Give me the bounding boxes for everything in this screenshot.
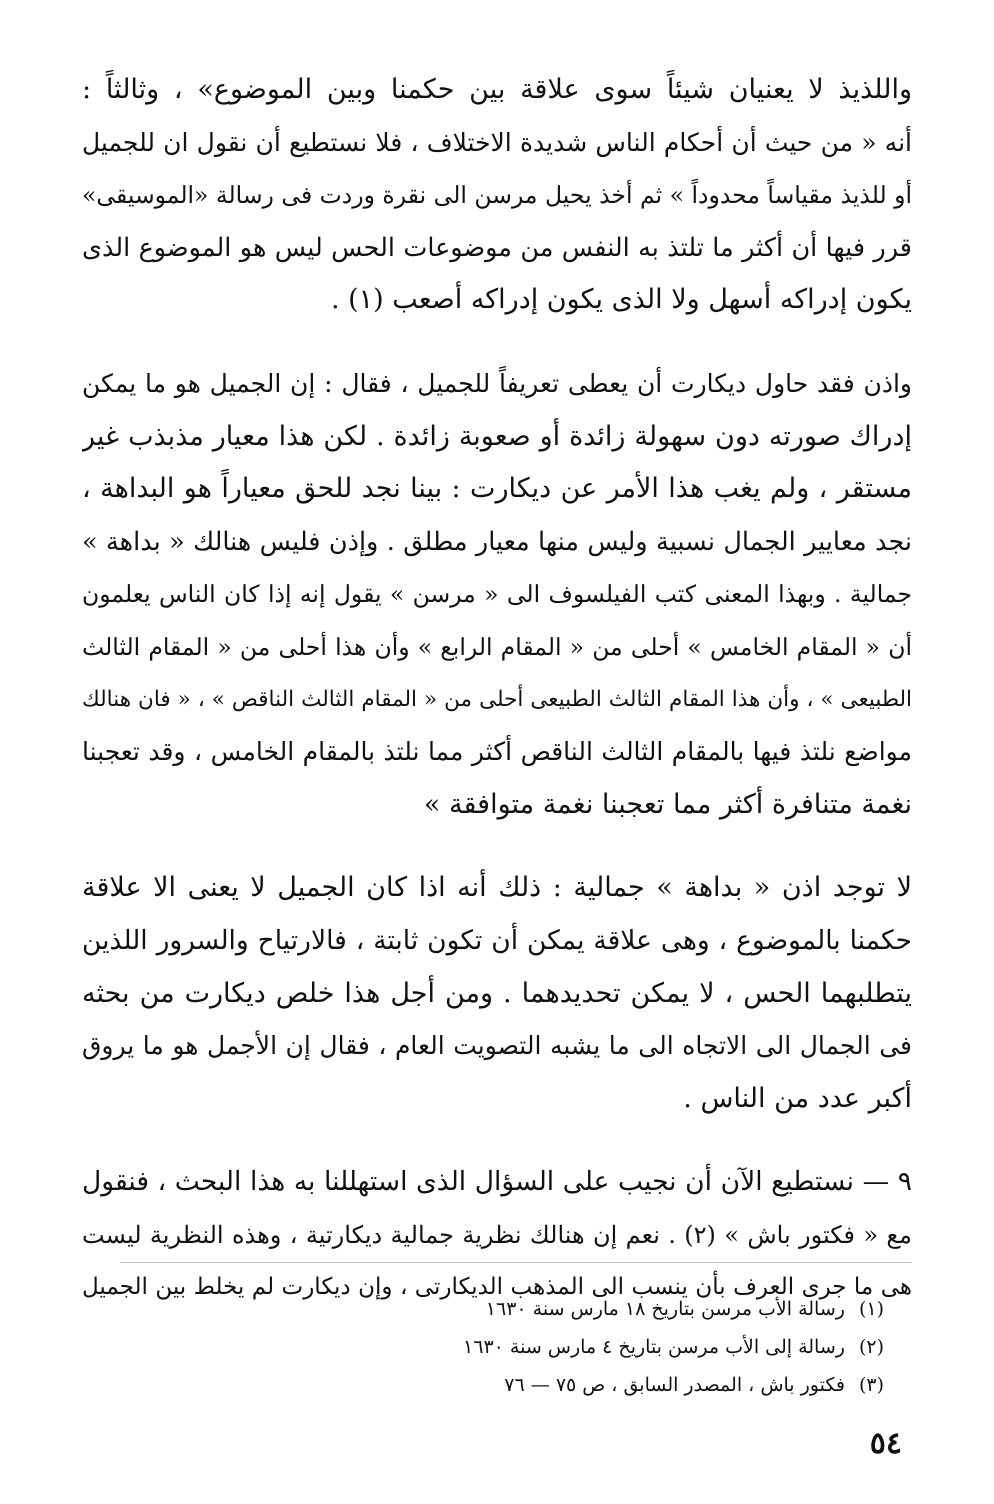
paragraph-1 <box>82 64 912 327</box>
footnote-item <box>230 1366 884 1404</box>
text-line: نغمة متنافرة أكثر مما تعجبنا نغمة متوافقة » <box>423 788 912 820</box>
text-line: أو للذيذ مقياساً محدوداً » ثم أخذ يحيل مرسن الى نقرة وردت فى رسالة «الموسيقى» <box>82 181 912 210</box>
text-line: مع « فكتور باش » (٢) . نعم إن هنالك نظرية جمالية ديكارتية ، وهذه النظرية ليست <box>82 1220 912 1249</box>
text-line: قرر فيها أن أكثر ما تلتذ به النفس من موضوعات الحس ليس هو الموضوع الذى <box>82 232 912 263</box>
footnotes <box>230 1290 884 1404</box>
text-line: لا توجد اذن « بداهة » جمالية : ذلك أنه اذا كان الجميل لا يعنى الا علاقة <box>82 872 912 904</box>
paragraph-gap <box>82 1125 912 1156</box>
text-line: جمالية . وبهذا المعنى كتب الفيلسوف الى « مرسن » يقول إنه إذا كان الناس يعلمون <box>82 580 912 609</box>
text-line: ٩ — نستطيع الآن أن نجيب على السؤال الذى استهللنا به هذا البحث ، فنقول <box>82 1166 912 1198</box>
paragraph-gap <box>82 831 912 862</box>
footnote-item <box>230 1290 884 1328</box>
text-line: حكمنا بالموضوع ، وهى علاقة يمكن أن تكون ثابتة ، فالارتياح والسرور اللذين <box>82 924 912 956</box>
footnote-number: (٣) <box>858 1374 884 1396</box>
text-line: يكون إدراكه أسهل ولا الذى يكون إدراكه أصعب (١) . <box>330 284 912 316</box>
text-line: نجد معايير الجمال نسبية وليس منها معيار مطلق . وإذن فليس هنالك « بداهة » <box>82 526 912 557</box>
footnote-text: رسالة إلى الأب مرسن بتاريخ ٤ مارس سنة ١٦٣٠ <box>463 1336 845 1358</box>
text-line: فى الجمال الى الاتجاه الى ما يشبه التصويت العام ، فقال إن الأجمل هو ما يروق <box>82 1031 912 1061</box>
body-text <box>82 64 912 1314</box>
text-line: هى ما جرى العرف بأن ينسب الى المذهب الديكارتى ، وإن ديكارت لم يخلط بين الجميل <box>82 1274 912 1301</box>
footnote-item <box>230 1328 884 1366</box>
footnote-divider <box>120 1262 912 1263</box>
page-number: ٥٤ <box>869 1426 902 1461</box>
text-line: مواضع نلتذ فيها بالمقام الثالث الناقص أكثر مما نلتذ بالمقام الخامس ، وقد تعجبنا <box>82 737 912 767</box>
footnote-number: (١) <box>858 1298 884 1320</box>
text-line: أن « المقام الخامس » أحلى من « المقام الرابع » وأن هذا أحلى من « المقام الثالث <box>82 632 912 661</box>
footnote-text: رسالة الأب مرسن بتاريخ ١٨ مارس سنة ١٦٣٠ <box>485 1298 845 1320</box>
text-line: مستقر ، ولم يغب هذا الأمر عن ديكارت : بينا نجد للحق معياراً هو البداهة ، <box>82 473 912 505</box>
paragraph-3 <box>82 862 912 1125</box>
text-line: واللذيذ لا يعنيان شيئاً سوى علاقة بين حكمنا وبين الموضوع» ، وثالثاً : <box>82 74 912 105</box>
footnote-number: (٢) <box>858 1336 884 1358</box>
text-line: الطبيعى » ، وأن هذا المقام الثالث الطبيعى أحلى من « المقام الثالث الناقص » ، « فان هنالك <box>82 686 912 712</box>
footnote-text: فكتور باش ، المصدر السابق ، ص ٧٥ — ٧٦ <box>504 1374 845 1396</box>
text-line: أكبر عدد من الناس . <box>683 1082 912 1114</box>
text-line: واذن فقد حاول ديكارت أن يعطى تعريفاً للجميل ، فقال : إن الجميل هو ما يمكن <box>82 368 912 398</box>
paragraph-2 <box>82 358 912 831</box>
paragraph-gap <box>82 327 912 358</box>
text-line: أنه « من حيث أن أحكام الناس شديدة الاختلاف ، فلا نستطيع أن نقول ان للجميل <box>82 127 912 157</box>
text-line: يتطلبهما الحس ، لا يمكن تحديدهما . ومن أجل هذا خلص ديكارت من بحثه <box>82 977 912 1009</box>
text-line: إدراك صورته دون سهولة زائدة أو صعوبة زائدة . لكن هذا معيار مذبذب غير <box>82 420 912 452</box>
